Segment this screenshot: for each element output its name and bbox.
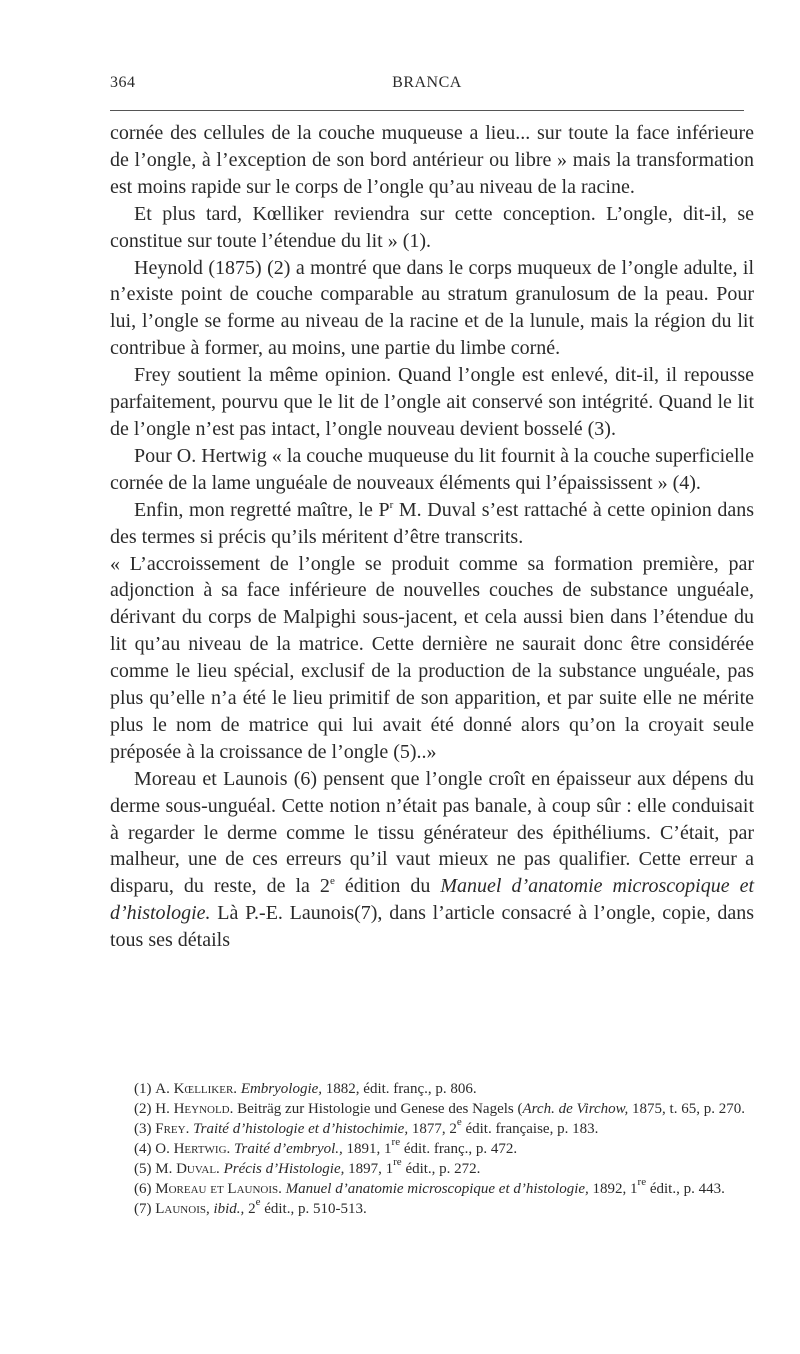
footnote: (6) Moreau et Launois. Manuel d’anatomie microscopique et d’histologie, 1892, 1re édit., p. 443.: [134, 1176, 725, 1197]
book-title: Manuel d’anatomie microscopique et d’histologie.: [110, 875, 754, 925]
footnote: (7) Launois, ibid., 2e édit., p. 510-513.: [134, 1196, 367, 1217]
running-head: [110, 74, 744, 100]
body-text: [110, 120, 754, 954]
page-number: 364: [110, 74, 136, 91]
footnotes: [110, 1079, 754, 1219]
footnote: (1) A. Kœlliker. Embryologie, 1882, édit. franç., p. 806.: [134, 1081, 477, 1097]
header-rule: [110, 110, 744, 111]
footnote: (3) Frey. Traité d’histologie et d’histochimie, 1877, 2e édit. française, p. 183.: [134, 1116, 599, 1137]
paragraph: Moreau et Launois (6) pensent que l’ongle croît en épaisseur aux dépens du derme sous-unguéal. Cette notion n’était pas banale, à coup sûr : elle conduisait à regarder le derme comme le tissu générateur des épithéliums. C’était, par malheur, une de ces erreurs qu’il vaut mieux ne pas qualifier. Cette erreur a disparu, du reste, de la 2e édition du Manuel d’anatomie microscopique et d’histologie. Là P.-E. Launois(7), dans l’article consacré à l’ongle, copie, dans tous ses détails: [110, 767, 754, 952]
paragraph: Pour O. Hertwig « la couche muqueuse du lit fournit à la couche superficielle cornée de la lame unguéale de nouveaux éléments qui l’épaississent » (4).: [110, 444, 754, 494]
running-title: BRANCA: [392, 74, 462, 91]
footnote: (2) H. Heynold. Beiträg zur Histologie und Genese des Nagels (Arch. de Virchow, 1875, t. 65, p. 270.: [134, 1101, 745, 1117]
paragraph: Heynold (1875) (2) a montré que dans le corps muqueux de l’ongle adulte, il n’existe point de couche comparable au stratum granulosum de la peau. Pour lui, l’ongle se forme au niveau de la racine et de la lunule, mais la région du lit contribue à former, au moins, une partie du limbe corné.: [110, 256, 754, 360]
footnote: (4) O. Hertwig. Traité d’embryol., 1891, 1re édit. franç., p. 472.: [134, 1136, 518, 1157]
footnote: (5) M. Duval. Précis d’Histologie, 1897, 1re édit., p. 272.: [134, 1156, 481, 1177]
paragraph: Enfin, mon regretté maître, le $P^r$ M. Duval s’est rattaché à cette opinion dans des termes si précis qu’ils méritent d’être transcrits.: [110, 498, 755, 548]
paragraph: Et plus tard, Kœlliker reviendra sur cette conception. L’ongle, dit-il, se constitue sur toute l’étendue du lit » (1).: [110, 202, 754, 252]
paragraph: Frey soutient la même opinion. Quand l’ongle est enlevé, dit-il, il repousse parfaitement, pourvu que le lit de l’ongle ait conservé son intégrité. Quand le lit de l’ongle n’est pas intact, l’ongle nouveau devient bosselé (3).: [110, 364, 754, 440]
paragraph: cornée des cellules de la couche muqueuse a lieu... sur toute la face inférieure de l’ongle, à l’exception de son bord antérieur ou libre » mais la transformation est moins rapide sur le corps de l’ongle qu’au niveau de la racine.: [110, 122, 754, 198]
quotation: « L’accroissement de l’ongle se produit comme sa formation première, par adjonction à sa face inférieure de nouvelles couches de substance unguéale, dérivant du corps de Malpighi sous-jacent, et cela aussi bien dans l’étendue du lit qu’au niveau de la matrice. Cette dernière ne saurait donc être considérée comme le lieu spécial, exclusif de la production de la substance unguéale, pas plus qu’elle n’a été le lieu primitif de son apparition, et par suite elle ne mérite plus le nom de matrice qui lui avait été donné alors qu’on la croyait seule préposée à la croissance de l’ongle (5)..»: [110, 552, 754, 763]
